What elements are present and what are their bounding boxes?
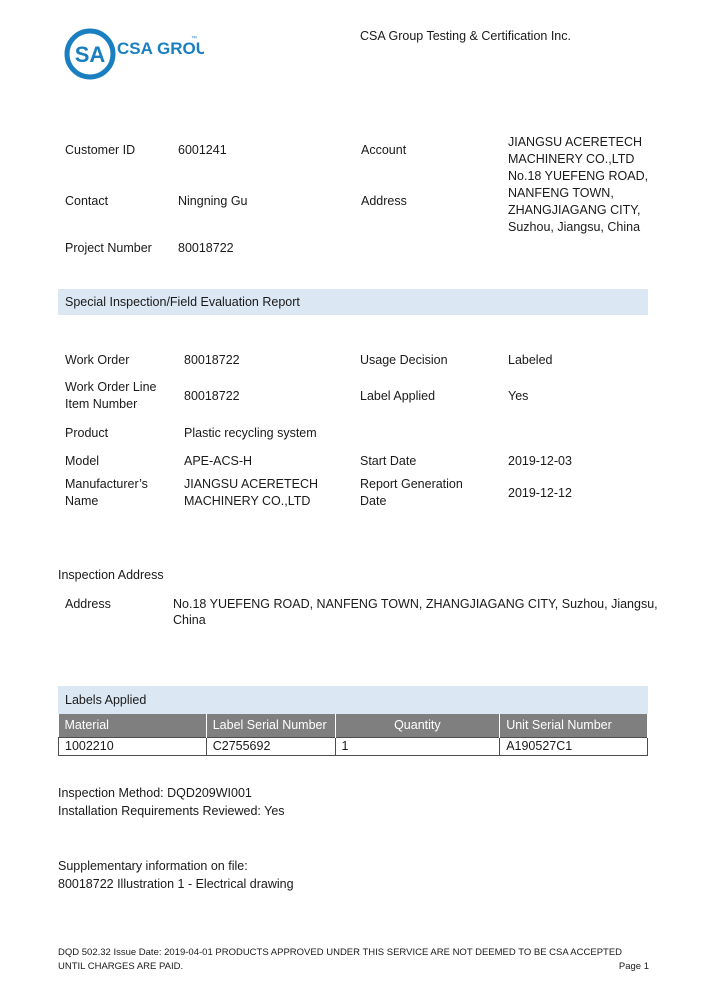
company-name: CSA Group Testing & Certification Inc. [360,29,571,43]
report-generation-label: Report Generation [360,477,463,491]
csa-group-logo [64,26,204,86]
account-line: Suzhou, Jiangsu, China [508,220,641,234]
labels-table-header [59,714,648,737]
supplementary-heading: Supplementary information on file: [58,859,248,873]
model-label: Model [65,454,100,468]
account-line: NANFENG TOWN, [508,186,614,200]
installation-reviewed: Installation Requirements Reviewed: Yes [58,804,285,818]
customer-id-label: Customer ID [65,143,136,157]
customer-id-value: 6001241 [178,143,227,157]
project-number-label: Project Number [65,241,152,255]
label-serial-cell: C2755692 [206,737,335,755]
column-header: Material [59,714,207,737]
inspection-method: Inspection Method: DQD209WI001 [58,786,252,800]
start-date-label: Start Date [360,454,417,468]
usage-decision-label: Usage Decision [360,353,448,367]
line-item-label: Work Order Line [65,380,157,394]
work-order-value: 80018722 [184,353,240,367]
svg-text:SA: SA [74,42,106,67]
contact-value: Ningning Gu [178,194,248,208]
column-header: Label Serial Number [206,714,335,737]
quantity-cell: 1 [335,737,500,755]
customer-address-label: Address [361,194,407,208]
usage-decision-value: Labeled [508,353,553,367]
account-label: Account [361,143,407,157]
column-header: Quantity [335,714,500,737]
manufacturer-value: JIANGSU ACERETECH [184,477,319,491]
svg-text:™: ™ [191,36,197,42]
material-cell: 1002210 [59,737,207,755]
label-applied-value: Yes [508,389,529,403]
page-number: Page 1 [618,961,649,972]
start-date-value: 2019-12-03 [508,454,572,468]
line-item-label: Item Number [65,397,138,411]
inspection-address-line: China [173,613,206,627]
line-item-value: 80018722 [184,389,240,403]
manufacturer-label: Manufacturer’s [65,477,148,491]
product-value: Plastic recycling system [184,426,317,440]
contact-label: Contact [65,194,109,208]
manufacturer-value: MACHINERY CO.,LTD [184,494,311,508]
model-value: APE-ACS-H [184,454,253,468]
inspection-address-label: Address [65,597,111,611]
product-label: Product [65,426,109,440]
report-title: Special Inspection/Field Evaluation Report [65,295,300,309]
column-header: Unit Serial Number [500,714,648,737]
logo-text: CSA GROU [117,39,204,58]
table-row [59,737,648,755]
report-generation-label: Date [360,494,387,508]
manufacturer-label: Name [65,494,99,508]
inspection-address-heading: Inspection Address [58,568,164,582]
label-applied-label: Label Applied [360,389,436,403]
labels-table [58,714,648,756]
account-line: ZHANGJIAGANG CITY, [508,203,641,217]
work-order-label: Work Order [65,353,130,367]
supplementary-item: 80018722 Illustration 1 - Electrical drawing [58,877,294,891]
labels-applied-band [58,686,648,714]
report-generation-value: 2019-12-12 [508,486,572,500]
account-line: JIANGSU ACERETECH [508,135,643,149]
unit-serial-cell: A190527C1 [500,737,648,755]
report-title-band [58,289,648,315]
account-line: MACHINERY CO.,LTD [508,152,635,166]
inspection-address-line: No.18 YUEFENG ROAD, NANFENG TOWN, ZHANGJIAGANG CITY, Suzhou, Jiangsu, [173,597,658,611]
footer-disclaimer: DQD 502.32 Issue Date: 2019-04-01 PRODUCTS APPROVED UNDER THIS SERVICE ARE NOT DEEMED TO BE CSA ACCEPTED UNTIL CHARGES ARE PAID. [58,947,623,972]
account-line: No.18 YUEFENG ROAD, [508,169,649,183]
project-number-value: 80018722 [178,241,234,255]
labels-applied-heading: Labels Applied [65,693,147,707]
